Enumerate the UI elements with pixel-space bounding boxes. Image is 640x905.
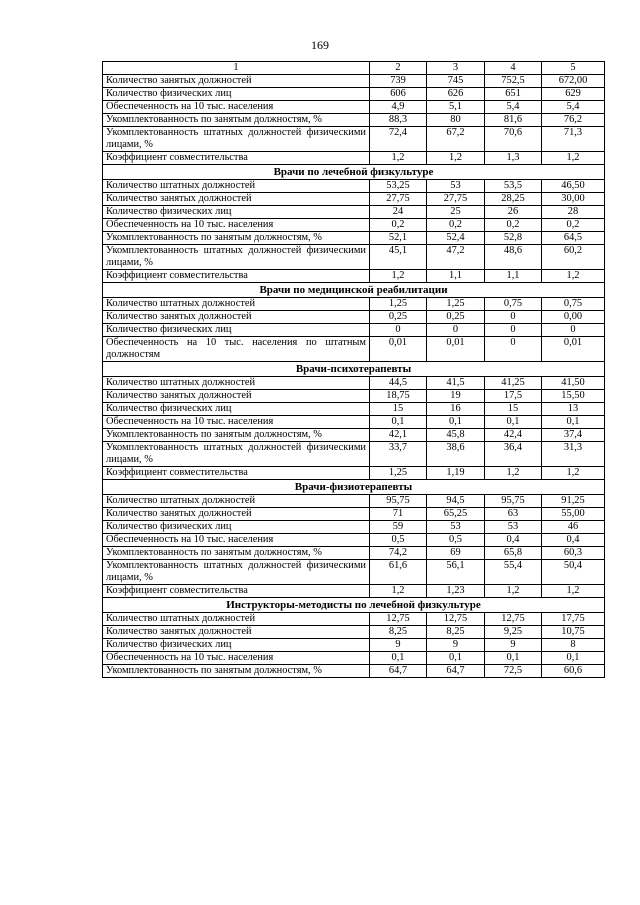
table-body (103, 62, 605, 678)
cell-value: 31,3 (542, 442, 605, 467)
cell-value: 53 (427, 180, 485, 193)
cell-value: 15 (485, 403, 542, 416)
cell-value: 0 (427, 324, 485, 337)
cell-value: 0,1 (427, 416, 485, 429)
row-label: Обеспеченность на 10 тыс. населения (103, 534, 370, 547)
section-title: Врачи-физиотерапевты (103, 480, 605, 495)
cell-value: 53 (485, 521, 542, 534)
cell-value: 52,8 (485, 232, 542, 245)
section-title: Врачи-психотерапевты (103, 362, 605, 377)
table-row (103, 652, 605, 665)
cell-value: 70,6 (485, 127, 542, 152)
row-label: Количество физических лиц (103, 206, 370, 219)
row-label: Количество занятых должностей (103, 193, 370, 206)
table-row (103, 547, 605, 560)
table-row (103, 665, 605, 678)
row-label: Количество штатных должностей (103, 298, 370, 311)
table-row (103, 180, 605, 193)
row-label: Количество штатных должностей (103, 377, 370, 390)
row-label: Обеспеченность на 10 тыс. населения (103, 416, 370, 429)
cell-value: 95,75 (485, 495, 542, 508)
cell-value: 81,6 (485, 114, 542, 127)
row-label: Укомплектованность штатных должностей физическими лицами, % (103, 127, 370, 152)
cell-value: 9 (427, 639, 485, 652)
cell-value: 53,25 (370, 180, 427, 193)
section-title: Врачи по лечебной физкультуре (103, 165, 605, 180)
row-label: Количество штатных должностей (103, 495, 370, 508)
cell-value: 9,25 (485, 626, 542, 639)
row-label: Укомплектованность по занятым должностям, % (103, 665, 370, 678)
cell-value: 1,2 (370, 152, 427, 165)
column-header: 1 (103, 62, 370, 75)
table-row (103, 193, 605, 206)
cell-value: 26 (485, 206, 542, 219)
section-title: Инструкторы-методисты по лечебной физкультуре (103, 598, 605, 613)
row-label: Укомплектованность по занятым должностям, % (103, 232, 370, 245)
cell-value: 651 (485, 88, 542, 101)
cell-value: 46,50 (542, 180, 605, 193)
cell-value: 0,75 (542, 298, 605, 311)
cell-value: 71,3 (542, 127, 605, 152)
table-row (103, 521, 605, 534)
row-label: Количество штатных должностей (103, 613, 370, 626)
cell-value: 33,7 (370, 442, 427, 467)
row-label: Коэффициент совместительства (103, 585, 370, 598)
cell-value: 1,19 (427, 467, 485, 480)
cell-value: 36,4 (485, 442, 542, 467)
cell-value: 16 (427, 403, 485, 416)
table-row (103, 495, 605, 508)
row-label: Укомплектованность штатных должностей физическими лицами, % (103, 245, 370, 270)
cell-value: 0,25 (427, 311, 485, 324)
cell-value: 0,01 (542, 337, 605, 362)
cell-value: 17,75 (542, 613, 605, 626)
table-row (103, 206, 605, 219)
table-row (103, 245, 605, 270)
table-row (103, 298, 605, 311)
cell-value: 44,5 (370, 377, 427, 390)
row-label: Укомплектованность по занятым должностям, % (103, 114, 370, 127)
cell-value: 38,6 (427, 442, 485, 467)
cell-value: 88,3 (370, 114, 427, 127)
cell-value: 0,4 (485, 534, 542, 547)
cell-value: 1,25 (370, 298, 427, 311)
cell-value: 41,50 (542, 377, 605, 390)
cell-value: 52,1 (370, 232, 427, 245)
cell-value: 0 (485, 337, 542, 362)
cell-value: 0,00 (542, 311, 605, 324)
cell-value: 50,4 (542, 560, 605, 585)
cell-value: 42,1 (370, 429, 427, 442)
cell-value: 0,2 (370, 219, 427, 232)
cell-value: 0 (370, 324, 427, 337)
cell-value: 0,1 (370, 416, 427, 429)
cell-value: 1,3 (485, 152, 542, 165)
cell-value: 0,4 (542, 534, 605, 547)
cell-value: 5,1 (427, 101, 485, 114)
table-row (103, 270, 605, 283)
table-row (103, 337, 605, 362)
row-label: Обеспеченность на 10 тыс. населения (103, 652, 370, 665)
cell-value: 60,6 (542, 665, 605, 678)
cell-value: 0,1 (370, 652, 427, 665)
cell-value: 1,2 (485, 585, 542, 598)
section-header-row (103, 480, 605, 495)
row-label: Укомплектованность по занятым должностям, % (103, 429, 370, 442)
row-label: Обеспеченность на 10 тыс. населения по штатным должностям (103, 337, 370, 362)
cell-value: 45,8 (427, 429, 485, 442)
cell-value: 65,25 (427, 508, 485, 521)
table-row (103, 626, 605, 639)
cell-value: 8 (542, 639, 605, 652)
cell-value: 8,25 (370, 626, 427, 639)
cell-value: 76,2 (542, 114, 605, 127)
row-label: Укомплектованность по занятым должностям, % (103, 547, 370, 560)
column-header: 3 (427, 62, 485, 75)
cell-value: 9 (485, 639, 542, 652)
cell-value: 65,8 (485, 547, 542, 560)
cell-value: 80 (427, 114, 485, 127)
table-row (103, 613, 605, 626)
cell-value: 1,1 (485, 270, 542, 283)
row-label: Количество физических лиц (103, 521, 370, 534)
cell-value: 60,2 (542, 245, 605, 270)
cell-value: 28 (542, 206, 605, 219)
cell-value: 0,2 (542, 219, 605, 232)
section-header-row (103, 362, 605, 377)
column-header: 2 (370, 62, 427, 75)
cell-value: 71 (370, 508, 427, 521)
row-label: Укомплектованность штатных должностей физическими лицами, % (103, 560, 370, 585)
cell-value: 27,75 (370, 193, 427, 206)
cell-value: 0,75 (485, 298, 542, 311)
cell-value: 4,9 (370, 101, 427, 114)
cell-value: 745 (427, 75, 485, 88)
cell-value: 64,5 (542, 232, 605, 245)
cell-value: 13 (542, 403, 605, 416)
cell-value: 15,50 (542, 390, 605, 403)
row-label: Количество физических лиц (103, 88, 370, 101)
cell-value: 0,2 (485, 219, 542, 232)
table-row (103, 377, 605, 390)
cell-value: 606 (370, 88, 427, 101)
cell-value: 0,5 (427, 534, 485, 547)
cell-value: 53,5 (485, 180, 542, 193)
table-row (103, 311, 605, 324)
cell-value: 72,5 (485, 665, 542, 678)
cell-value: 0,01 (370, 337, 427, 362)
cell-value: 0,1 (542, 416, 605, 429)
cell-value: 1,25 (427, 298, 485, 311)
cell-value: 0 (542, 324, 605, 337)
row-label: Количество занятых должностей (103, 75, 370, 88)
cell-value: 72,4 (370, 127, 427, 152)
row-label: Количество занятых должностей (103, 390, 370, 403)
cell-value: 10,75 (542, 626, 605, 639)
table-row (103, 416, 605, 429)
cell-value: 12,75 (427, 613, 485, 626)
cell-value: 60,3 (542, 547, 605, 560)
section-title: Врачи по медицинской реабилитации (103, 283, 605, 298)
table-row (103, 508, 605, 521)
cell-value: 1,2 (542, 467, 605, 480)
cell-value: 0 (485, 324, 542, 337)
table-row (103, 127, 605, 152)
section-header-row (103, 283, 605, 298)
table-row (103, 639, 605, 652)
cell-value: 1,2 (370, 270, 427, 283)
cell-value: 41,25 (485, 377, 542, 390)
cell-value: 15 (370, 403, 427, 416)
cell-value: 47,2 (427, 245, 485, 270)
cell-value: 61,6 (370, 560, 427, 585)
cell-value: 25 (427, 206, 485, 219)
table-row (103, 390, 605, 403)
table-row (103, 101, 605, 114)
cell-value: 53 (427, 521, 485, 534)
row-label: Количество физических лиц (103, 324, 370, 337)
cell-value: 1,25 (370, 467, 427, 480)
cell-value: 91,25 (542, 495, 605, 508)
cell-value: 55,4 (485, 560, 542, 585)
cell-value: 0,1 (427, 652, 485, 665)
table-row (103, 585, 605, 598)
row-label: Обеспеченность на 10 тыс. населения (103, 219, 370, 232)
cell-value: 30,00 (542, 193, 605, 206)
table-row (103, 152, 605, 165)
section-header-row (103, 165, 605, 180)
cell-value: 752,5 (485, 75, 542, 88)
table-row (103, 114, 605, 127)
cell-value: 5,4 (485, 101, 542, 114)
cell-value: 45,1 (370, 245, 427, 270)
cell-value: 24 (370, 206, 427, 219)
cell-value: 56,1 (427, 560, 485, 585)
cell-value: 94,5 (427, 495, 485, 508)
cell-value: 12,75 (370, 613, 427, 626)
row-label: Коэффициент совместительства (103, 467, 370, 480)
cell-value: 18,75 (370, 390, 427, 403)
table-row (103, 560, 605, 585)
cell-value: 1,2 (542, 152, 605, 165)
table-row (103, 442, 605, 467)
cell-value: 42,4 (485, 429, 542, 442)
row-label: Количество физических лиц (103, 639, 370, 652)
staffing-table (102, 61, 605, 678)
cell-value: 67,2 (427, 127, 485, 152)
cell-value: 0,2 (427, 219, 485, 232)
cell-value: 1,2 (485, 467, 542, 480)
cell-value: 63 (485, 508, 542, 521)
cell-value: 0,1 (542, 652, 605, 665)
cell-value: 95,75 (370, 495, 427, 508)
cell-value: 0,25 (370, 311, 427, 324)
cell-value: 1,2 (427, 152, 485, 165)
table-row (103, 219, 605, 232)
cell-value: 64,7 (370, 665, 427, 678)
cell-value: 1,2 (542, 585, 605, 598)
cell-value: 0,01 (427, 337, 485, 362)
row-label: Коэффициент совместительства (103, 152, 370, 165)
cell-value: 672,00 (542, 75, 605, 88)
table-row (103, 403, 605, 416)
table-row (103, 534, 605, 547)
cell-value: 626 (427, 88, 485, 101)
section-header-row (103, 598, 605, 613)
row-label: Обеспеченность на 10 тыс. населения (103, 101, 370, 114)
cell-value: 64,7 (427, 665, 485, 678)
cell-value: 5,4 (542, 101, 605, 114)
row-label: Количество занятых должностей (103, 508, 370, 521)
cell-value: 19 (427, 390, 485, 403)
cell-value: 69 (427, 547, 485, 560)
cell-value: 0,5 (370, 534, 427, 547)
cell-value: 12,75 (485, 613, 542, 626)
column-header-row (103, 62, 605, 75)
page-number: 169 (311, 38, 329, 52)
row-label: Количество штатных должностей (103, 180, 370, 193)
table-row (103, 429, 605, 442)
cell-value: 74,2 (370, 547, 427, 560)
cell-value: 0 (485, 311, 542, 324)
table-row (103, 88, 605, 101)
cell-value: 1,1 (427, 270, 485, 283)
cell-value: 28,25 (485, 193, 542, 206)
cell-value: 48,6 (485, 245, 542, 270)
row-label: Коэффициент совместительства (103, 270, 370, 283)
cell-value: 0,1 (485, 416, 542, 429)
cell-value: 9 (370, 639, 427, 652)
cell-value: 41,5 (427, 377, 485, 390)
cell-value: 46 (542, 521, 605, 534)
table-row (103, 232, 605, 245)
cell-value: 8,25 (427, 626, 485, 639)
table-row (103, 467, 605, 480)
cell-value: 1,2 (370, 585, 427, 598)
cell-value: 0,1 (485, 652, 542, 665)
cell-value: 55,00 (542, 508, 605, 521)
cell-value: 37,4 (542, 429, 605, 442)
cell-value: 1,23 (427, 585, 485, 598)
table-row (103, 324, 605, 337)
cell-value: 52,4 (427, 232, 485, 245)
cell-value: 59 (370, 521, 427, 534)
column-header: 4 (485, 62, 542, 75)
row-label: Количество занятых должностей (103, 311, 370, 324)
cell-value: 27,75 (427, 193, 485, 206)
cell-value: 629 (542, 88, 605, 101)
table-row (103, 75, 605, 88)
row-label: Количество занятых должностей (103, 626, 370, 639)
row-label: Количество физических лиц (103, 403, 370, 416)
cell-value: 17,5 (485, 390, 542, 403)
column-header: 5 (542, 62, 605, 75)
row-label: Укомплектованность штатных должностей физическими лицами, % (103, 442, 370, 467)
cell-value: 739 (370, 75, 427, 88)
cell-value: 1,2 (542, 270, 605, 283)
